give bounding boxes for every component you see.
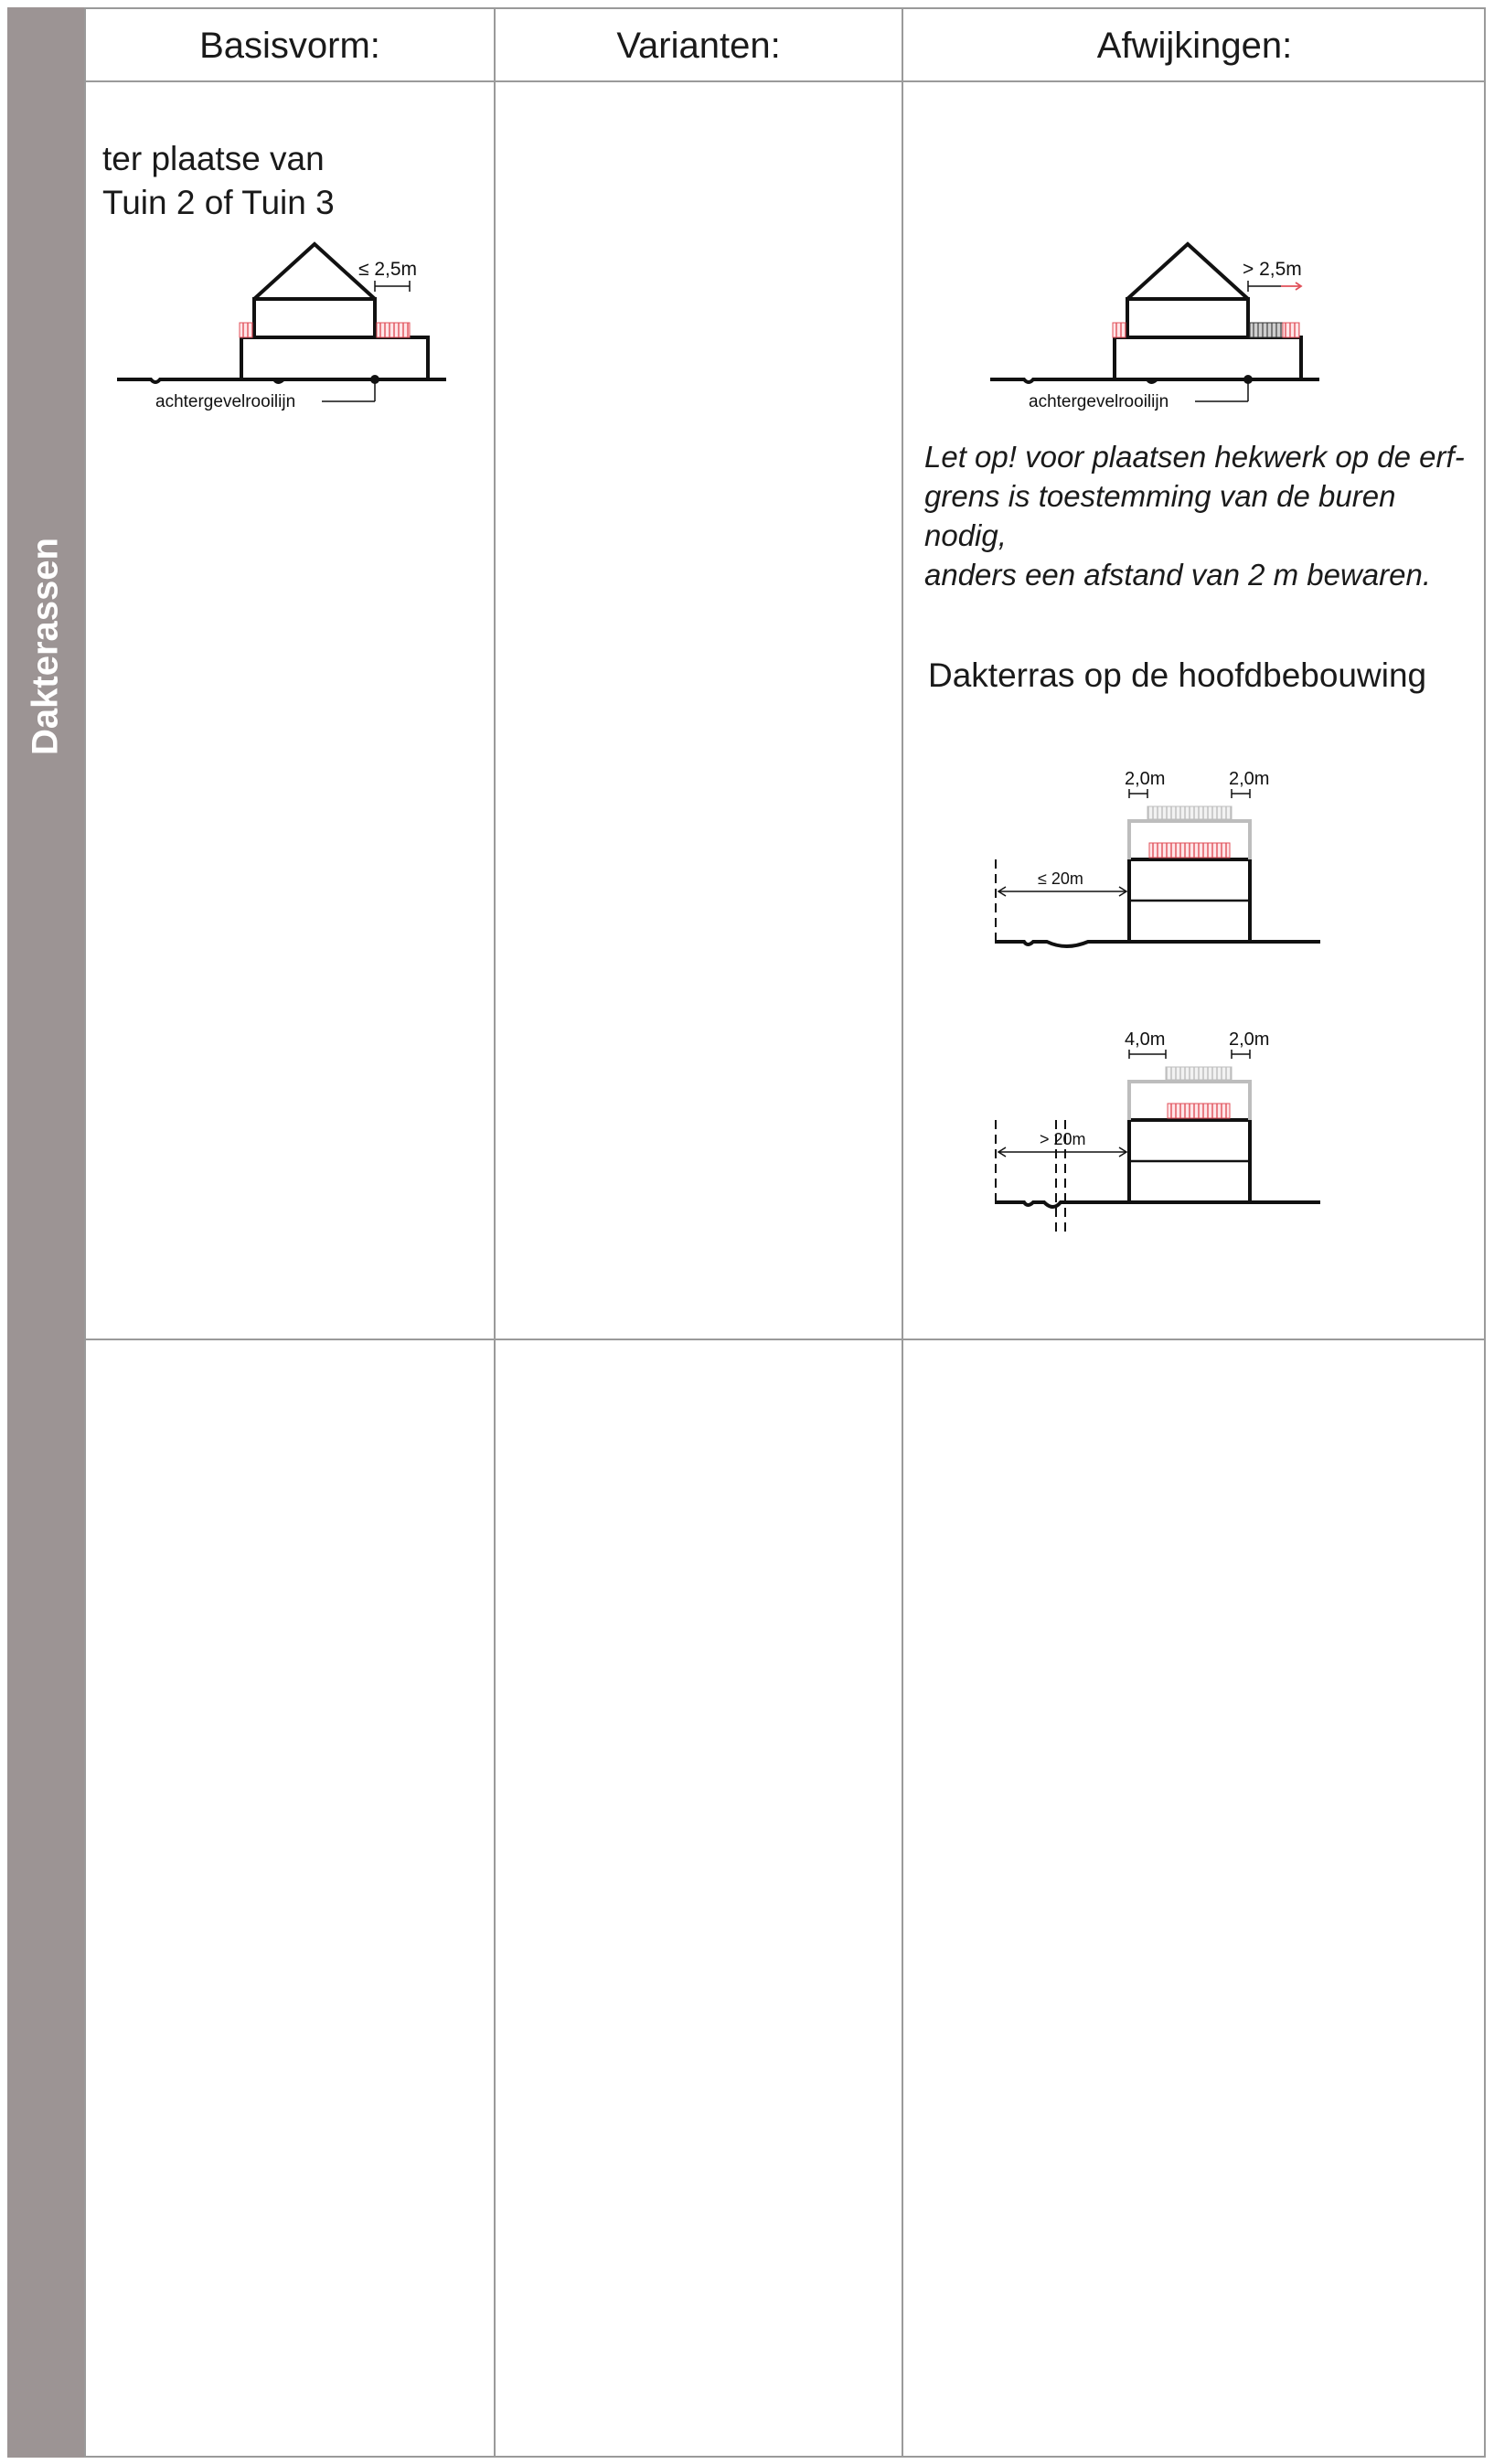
basisvorm-line-1: ter plaatse van [102, 140, 325, 177]
warning-note [924, 437, 1473, 594]
hoofdbebouwing-title: Dakterras op de hoofdbebouwing [928, 656, 1427, 694]
diagram1-distance-label: ≤ 20m [1038, 869, 1083, 888]
column-header-afwijkingen: Afwijkingen: [1096, 25, 1293, 66]
basisvorm-dim-label: ≤ 2,5m [358, 259, 418, 280]
basisvorm-line-2: Tuin 2 of Tuin 3 [102, 184, 335, 221]
diagram2-distance-label: > 20m [1040, 1130, 1086, 1148]
note-line-3: anders een afstand van 2 m bewaren. [924, 558, 1432, 592]
roof-terrace-diagram-far [987, 1019, 1335, 1239]
basisvorm-house-diagram [110, 233, 457, 416]
column-header-basisvorm: Basisvorm: [199, 25, 380, 66]
section-label: Dakterassen [25, 538, 66, 755]
roof-terrace-diagram-near [987, 759, 1335, 960]
afwijkingen-rooilijn-label: achtergevelrooilijn [1029, 392, 1169, 411]
basisvorm-text [102, 137, 335, 225]
column-divider-2 [902, 9, 903, 2456]
basisvorm-rooilijn-label: achtergevelrooilijn [155, 392, 296, 411]
row-divider [86, 1339, 1484, 1340]
afwijkingen-house-diagram [983, 233, 1330, 416]
note-line-1: Let op! voor plaatsen hekwerk op de erf- [924, 440, 1465, 474]
column-header-varianten: Varianten: [616, 25, 781, 66]
side-band [7, 7, 84, 2458]
afwijkingen-dim-label: > 2,5m [1243, 259, 1302, 280]
diagram1-right-dim: 2,0m [1229, 769, 1270, 789]
note-line-2: grens is toestemming van de buren nodig, [924, 479, 1396, 552]
diagram1-left-dim: 2,0m [1125, 769, 1166, 789]
diagram2-left-dim: 4,0m [1125, 1029, 1166, 1050]
column-divider-1 [494, 9, 496, 2456]
diagram2-right-dim: 2,0m [1229, 1029, 1270, 1050]
